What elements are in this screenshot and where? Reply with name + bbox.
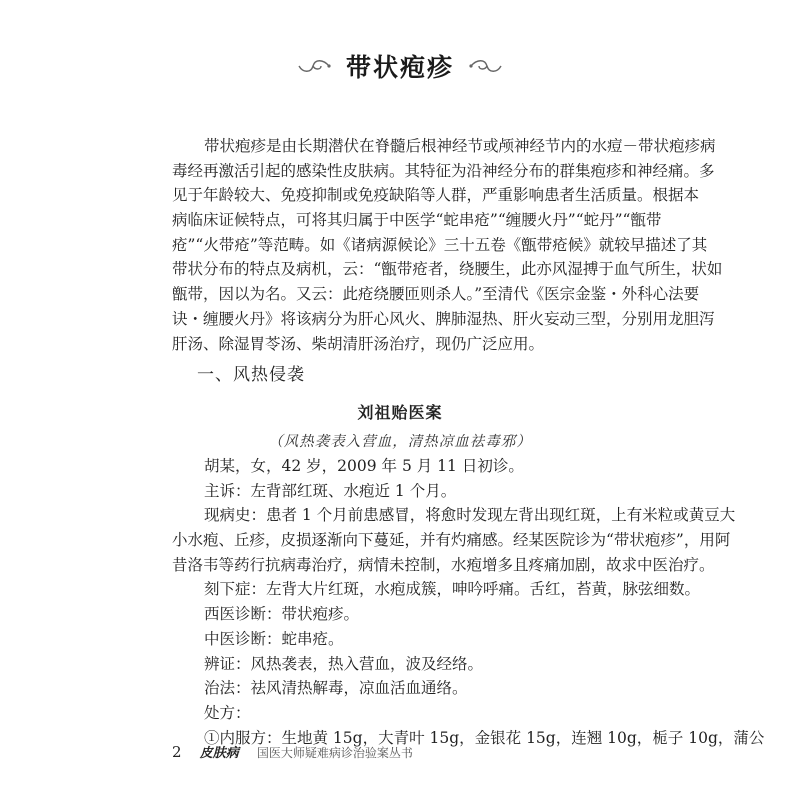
ornament-left-icon: [297, 55, 331, 77]
case-title: 刘祖贻医案: [357, 403, 443, 422]
series-title: 国医大师疑难病诊治验案丛书: [256, 746, 413, 760]
volume-title: 皮肤病: [199, 746, 239, 761]
text-line: 西医诊断：带状疱疹。: [204, 605, 360, 624]
page-footer: [172, 742, 413, 761]
text-line: 见于年龄较大、免疫抑制或免疫缺陷等人群，严重影响患者生活质量。根据本: [172, 186, 700, 205]
text-line: 带状疱疹是由长期潜伏在脊髓后根神经节或颅神经节内的水痘－带状疱疹病: [204, 137, 716, 155]
text-line: 带状分布的特点及病机，云：“甑带疮者，绕腰生，此亦风湿搏于血气所生，状如: [172, 260, 723, 279]
case-body: [172, 454, 765, 750]
text-line: 肝汤、除湿胃苓汤、柴胡清肝汤治疗，现仍广泛应用。: [172, 334, 545, 353]
text-line: 胡某，女，42 岁，2009 年 5 月 11 日初诊。: [204, 457, 524, 475]
section-heading: 一、风热侵袭: [197, 365, 305, 385]
text-line: 中医诊断：蛇串疮。: [204, 629, 344, 648]
text-line: 疮”“火带疮”等范畴。如《诸病源候论》三十五卷《甑带疮候》就较早描述了其: [172, 235, 708, 254]
chapter-title: 带状疱疹: [345, 53, 454, 82]
text-line: 刻下症：左背大片红斑，水疱成簇，呻吟呼痛。舌红，苔黄，脉弦细数。: [204, 580, 701, 599]
text-line: 毒经再激活引起的感染性皮肤病。其特征为沿神经分布的群集疱疹和神经痛。多: [172, 161, 715, 180]
text-line: 处方：: [204, 703, 251, 722]
case-subtitle: （风热袭表入营血，清热凉血祛毒邪）: [268, 434, 532, 450]
text-line: 辨证：风热袭表，热入营血，波及经络。: [204, 654, 484, 673]
text-line: 现病史：患者 1 个月前患感冒，将愈时发现左背出现红斑，上有米粒或黄豆大: [204, 506, 736, 525]
text-line: 小水疱、丘疹，皮损逐渐向下蔓延，并有灼痛感。经某医院诊为“带状疱疹”，用阿: [172, 531, 731, 550]
ornament-right-icon: [469, 55, 503, 77]
text-line: 主诉：左背部红斑、水疱近 1 个月。: [204, 481, 457, 500]
text-line: 病临床证候特点，可将其归属于中医学“蛇串疮”“缠腰火丹”“蛇丹”“甑带: [172, 211, 662, 230]
text-line: 治法：祛风清热解毒，凉血活血通络。: [204, 679, 468, 698]
intro-paragraph: [172, 134, 723, 356]
text-line: 诀・缠腰火丹》将该病分为肝心风火、脾肺湿热、肝火妄动三型，分别用龙胆泻: [172, 309, 715, 328]
text-line: 昔洛韦等药行抗病毒治疗，病情未控制，水疱增多且疼痛加剧，故求中医治疗。: [172, 555, 715, 574]
text-line: 甑带，因以为名。又云：此疮绕腰匝则杀人。”至清代《医宗金鉴・外科心法要: [172, 285, 700, 304]
page-number: 2: [172, 743, 182, 761]
chapter-header: [0, 48, 800, 84]
text-line: ①内服方：生地黄 15g，大青叶 15g，金银花 15g，连翘 10g，栀子 10g，蒲公: [204, 728, 765, 747]
